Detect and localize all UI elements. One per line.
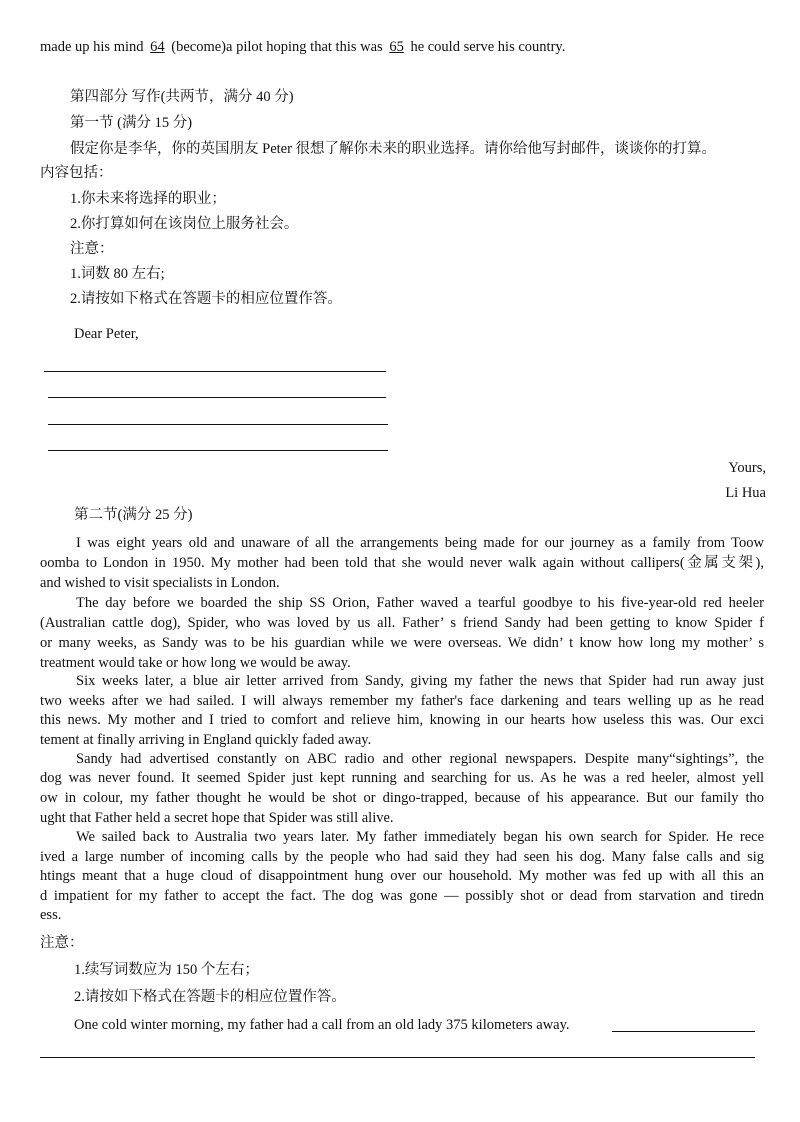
story-line: ught that Father held a secret hope that Spider was still alive. (40, 810, 394, 826)
note-item: 2.请按如下格式在答题卡的相应位置作答。 (74, 989, 346, 1005)
section2-heading: 第二节(满分 25 分) (74, 507, 193, 523)
note-item: 1.词数 80 左右; (70, 266, 165, 282)
answer-line (612, 1031, 755, 1032)
story-line: The day before we boarded the ship SS Orion, Father waved a tearful goodbye to his five-year-old red heeler (76, 595, 764, 611)
closing: Yours, (728, 460, 766, 476)
section1-prompt: 假定你是李华，你的英国朋友 Peter 很想了解你未来的职业选择。请你给他写封邮件，谈谈你的打算。 (70, 141, 717, 157)
continuation-text: One cold winter morning, my father had a call from an old lady 375 kilometers away. (74, 1017, 570, 1033)
salutation: Dear Peter, (74, 326, 139, 342)
blank-65: 65 (389, 39, 404, 55)
text: (become)a pilot hoping that this was (167, 39, 387, 55)
answer-line (48, 424, 388, 425)
continuation-start (74, 1016, 570, 1034)
story-line: ived a large number of incoming calls by the people who had said they had seen his dog. Many false calls and sig (40, 849, 764, 865)
answer-line (48, 397, 386, 398)
answer-line (40, 1057, 755, 1058)
story-line: ow in colour, my father thought he would be shot or dingo-trapped, because of his appearance. But our family tho (40, 790, 764, 806)
story-line: I was eight years old and unaware of all the arrangements being made for our journey as a family from Toow (76, 535, 764, 551)
section1-heading: 第一节 (满分 15 分) (70, 115, 193, 131)
answer-line (44, 371, 386, 372)
content-item: 2.你打算如何在该岗位上服务社会。 (70, 216, 299, 232)
note-item: 1.续写词数应为 150 个左右； (74, 962, 259, 978)
content-label: 内容包括： (40, 165, 113, 181)
story-line: d impatient for my father to accept the fact. The dog was gone — possibly shot or dead from starvation and tiredn (40, 888, 764, 904)
notes-label: 注意： (40, 935, 84, 951)
blank-64: 64 (150, 39, 165, 55)
story-line: Six weeks later, a blue air letter arrived from Sandy, giving my father the news that Spider had run away just (76, 673, 764, 689)
story-line: tement at finally arriving in England quickly faded away. (40, 732, 372, 748)
answer-line (48, 450, 388, 451)
story-line: We sailed back to Australia two years later. My father immediately began his own search for Spider. He rece (76, 829, 764, 845)
story-line: two weeks after we had sailed. I will always remember my father's face darkening and tears welling up as he read (40, 693, 764, 709)
story-line: or many weeks, as Sandy was to be his guardian while we were overseas. We didn’ t know how long my mother’ s (40, 635, 764, 651)
notes-label: 注意： (70, 241, 114, 257)
note-item: 2.请按如下格式在答题卡的相应位置作答。 (70, 291, 342, 307)
story-line: treatment would take or how long we would be away. (40, 655, 351, 671)
story-line: dog was never found. It seemed Spider just kept running and searching for us. As he was a red heeler, almost yell (40, 770, 764, 786)
text: made up his mind (40, 39, 148, 55)
signature: Li Hua (725, 485, 766, 501)
story-line: Sandy had advertised constantly on ABC radio and other regional newspapers. Despite many“sightings”, the (76, 751, 764, 767)
story-line: (Australian cattle dog), Spider, who was loved by us all. Father’ s friend Sandy had been getting to know Spider f (40, 615, 764, 631)
story-line: this news. My mother and I tried to comfort and relieve him, knowing in our hearts how useless this was. Our exci (40, 712, 764, 728)
story-line: ess. (40, 907, 62, 923)
question-line-64-65 (40, 38, 565, 56)
part4-heading: 第四部分 写作(共两节，满分 40 分) (70, 89, 294, 105)
story-line: and wished to visit specialists in London. (40, 575, 280, 591)
content-item: 1.你未来将选择的职业； (70, 191, 226, 207)
story-line: htings meant that a huge cloud of disappointment hung over our household. My mother was fed up with all this an (40, 868, 764, 884)
story-line: oomba to London in 1950. My mother had been told that she would never walk again without callipers(金属支架), (40, 555, 764, 571)
text: he could serve his country. (406, 39, 566, 55)
